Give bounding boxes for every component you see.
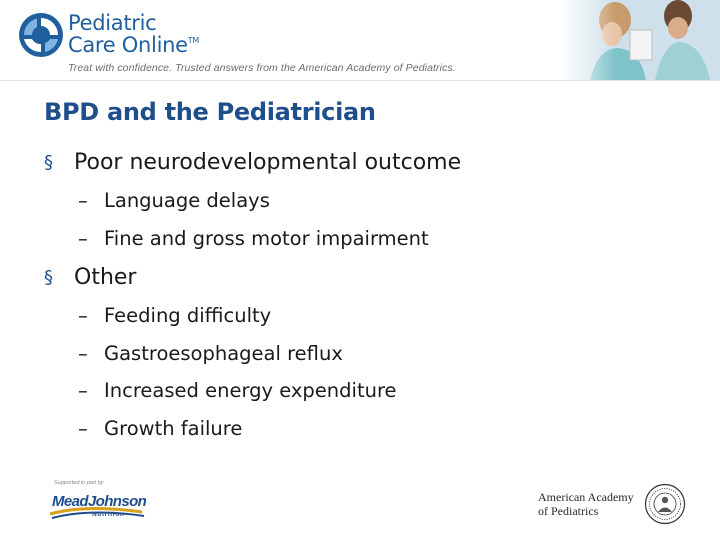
aap-wordmark bbox=[538, 490, 634, 518]
sub-bullet-text: Gastroesophageal reflux bbox=[104, 342, 343, 365]
aap-line1: American Academy bbox=[538, 490, 634, 504]
header-photo bbox=[560, 0, 720, 80]
bullet-text: Poor neurodevelopmental outcome bbox=[74, 150, 462, 175]
sponsor-caption: Supported in part by bbox=[54, 480, 104, 486]
sub-bullet-item bbox=[78, 417, 242, 440]
header bbox=[0, 0, 720, 82]
sponsor-subtitle: Nutrition bbox=[92, 511, 125, 518]
sub-bullet-item bbox=[78, 379, 397, 402]
pediatric-care-online-logo bbox=[18, 12, 64, 58]
sponsor-name: MeadJohnson bbox=[52, 493, 147, 510]
sub-bullet-item bbox=[78, 342, 343, 365]
aap-line2: of Pediatrics bbox=[538, 504, 599, 518]
brand-name-line2-text: Care Online bbox=[68, 33, 188, 57]
sub-bullet-text: Language delays bbox=[104, 189, 270, 212]
dash-marker: – bbox=[78, 227, 88, 250]
dash-marker: – bbox=[78, 189, 88, 212]
brand-name-line2 bbox=[68, 33, 199, 57]
bullet-text: Other bbox=[74, 265, 137, 290]
dash-marker: – bbox=[78, 342, 88, 365]
bullet-marker: § bbox=[44, 152, 53, 173]
dash-marker: – bbox=[78, 417, 88, 440]
sub-bullet-text: Growth failure bbox=[104, 417, 243, 440]
sub-bullet-item bbox=[78, 227, 429, 250]
tagline: Treat with confidence. Trusted answers from the American Academy of Pediatrics. bbox=[68, 62, 456, 74]
dash-marker: – bbox=[78, 379, 88, 402]
bullet-marker: § bbox=[44, 267, 53, 288]
slide-title: BPD and the Pediatrician bbox=[44, 98, 376, 126]
sub-bullet-text: Feeding difficulty bbox=[104, 304, 272, 327]
header-divider bbox=[0, 80, 720, 81]
trademark-mark: TM bbox=[187, 36, 199, 45]
sub-bullet-item bbox=[78, 189, 270, 212]
brand-name-line1: Pediatric bbox=[68, 11, 157, 35]
aap-seal-icon bbox=[644, 483, 686, 525]
sub-bullet-item bbox=[78, 304, 271, 327]
sub-bullet-text: Increased energy expenditure bbox=[104, 379, 397, 402]
sub-bullet-text: Fine and gross motor impairment bbox=[104, 227, 429, 250]
dash-marker: – bbox=[78, 304, 88, 327]
